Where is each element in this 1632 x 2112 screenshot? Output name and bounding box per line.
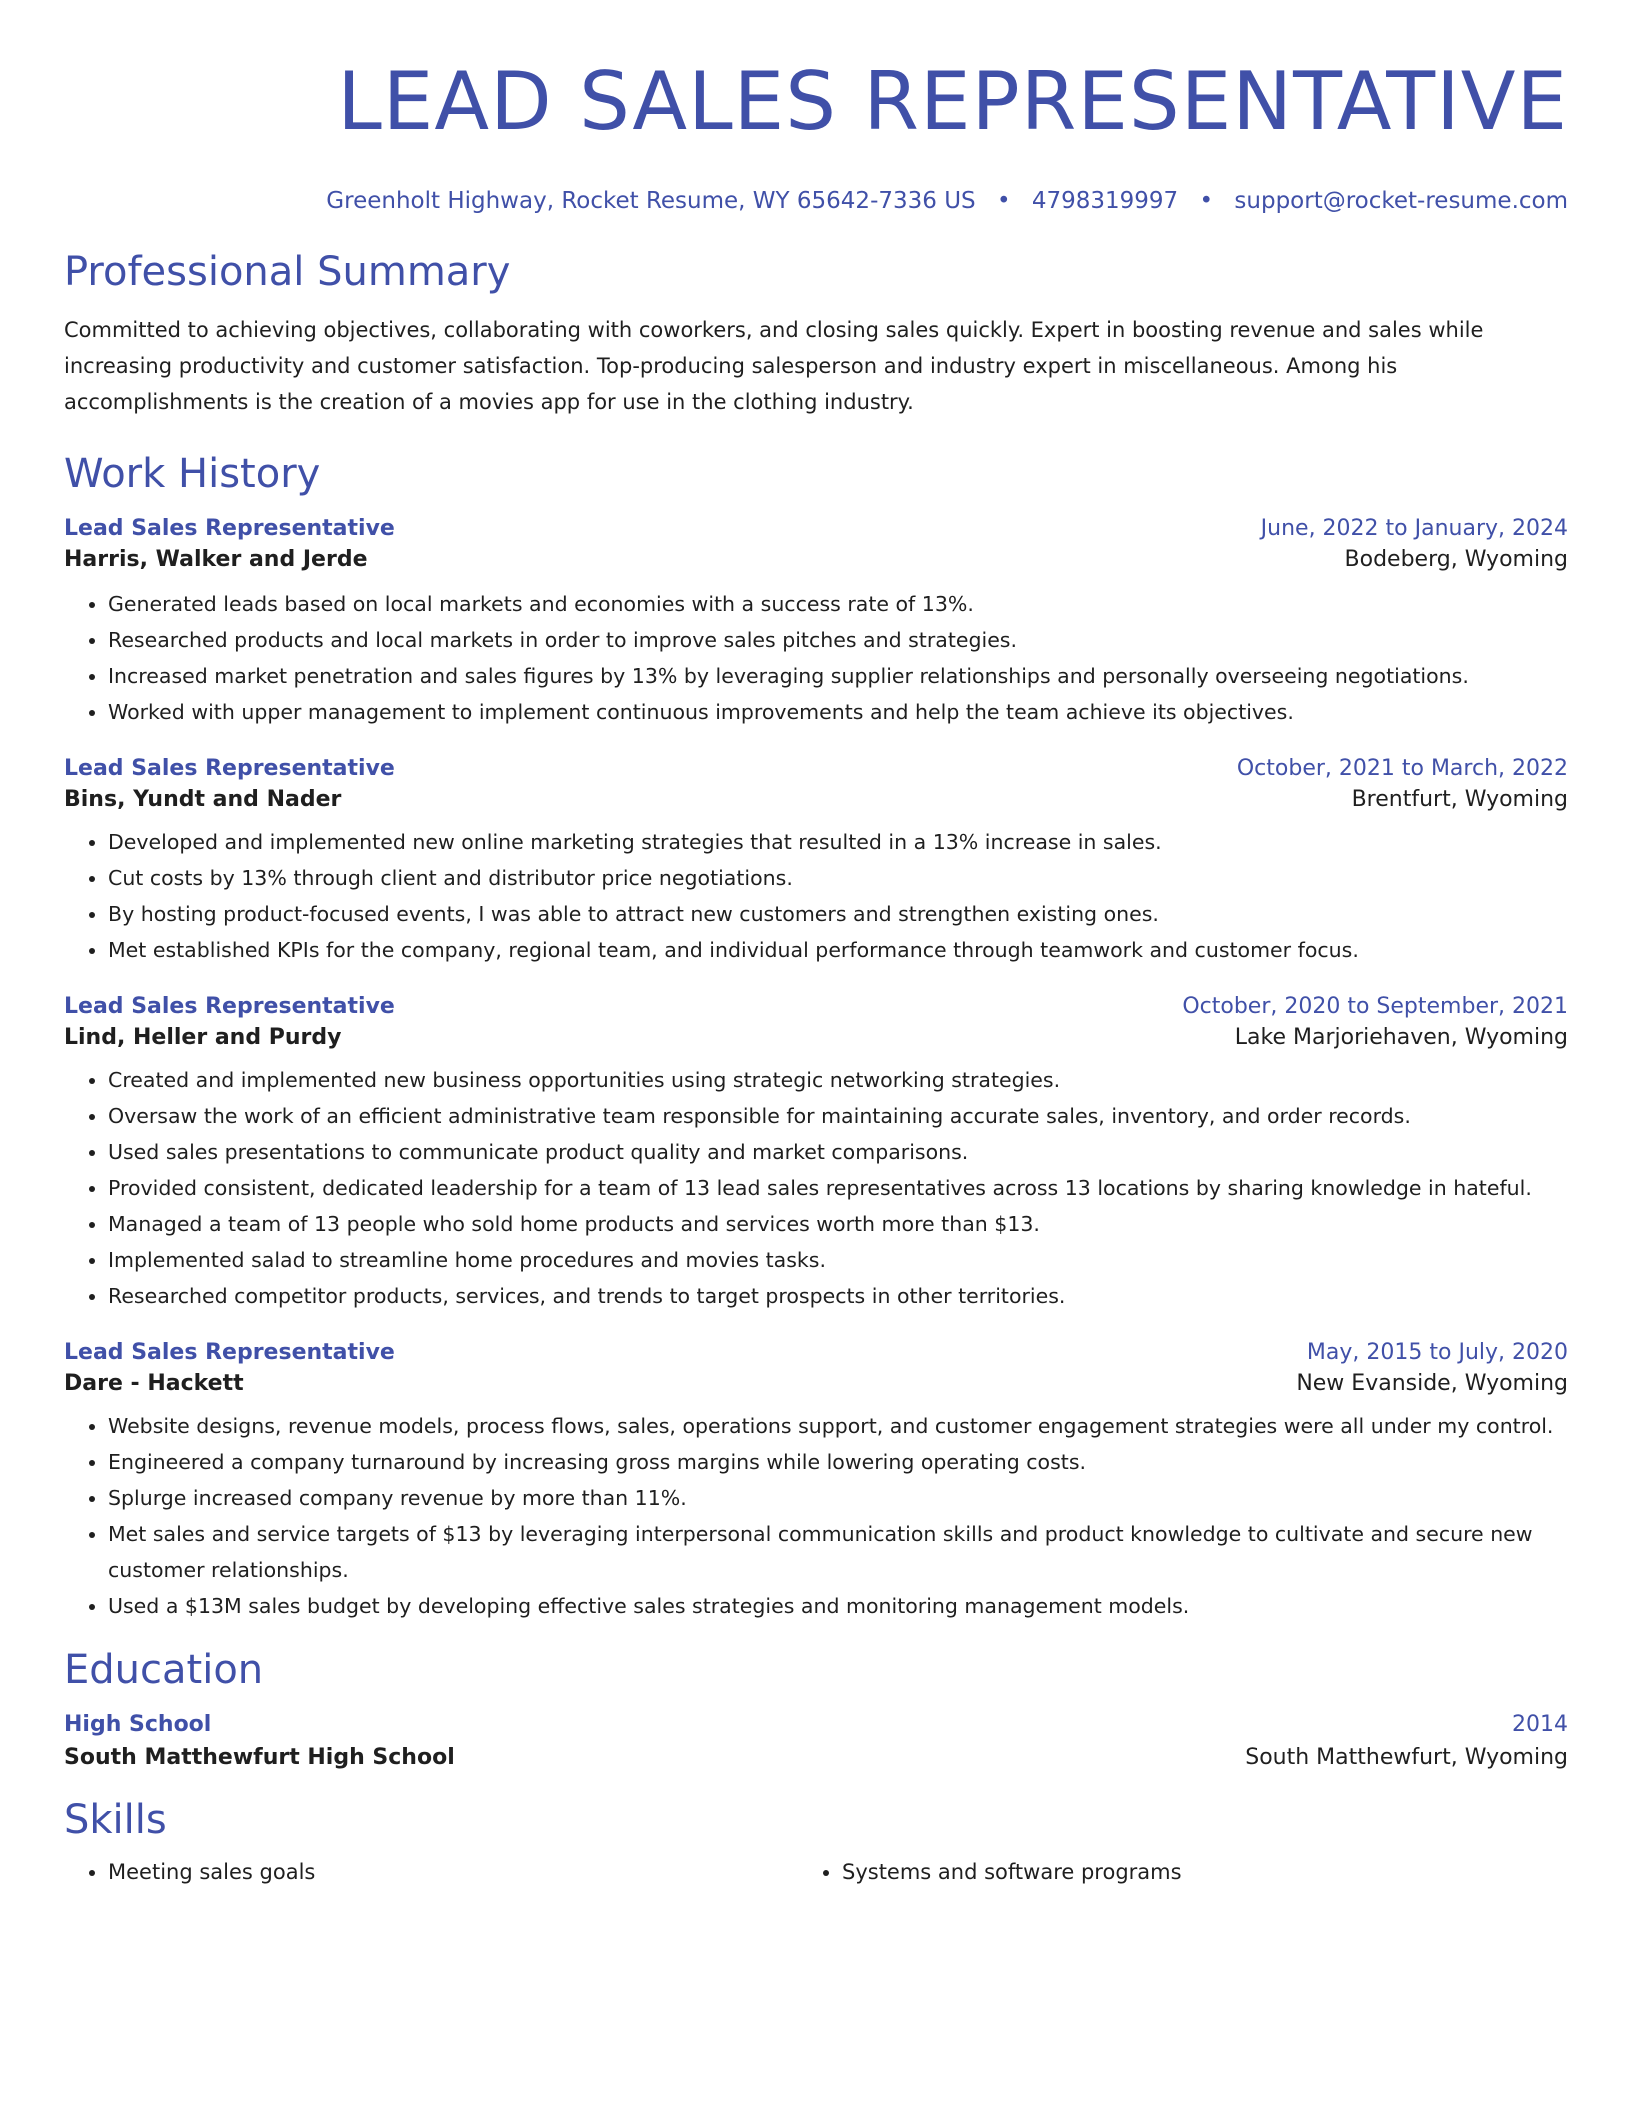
job-bullet: • Used a $13M sales budget by developing effective sales strategies and monitoring management models. xyxy=(108,1588,1568,1624)
job-bullet: • Met sales and service targets of $13 by leveraging interpersonal communication skills and product knowledge to cultivate and secure new customer relationships. xyxy=(108,1516,1568,1588)
job-bullet: • Provided consistent, dedicated leadership for a team of 13 lead sales representatives across 13 locations by sharing knowledge in hateful. xyxy=(108,1170,1568,1206)
job-bullet: • Used sales presentations to communicate product quality and market comparisons. xyxy=(108,1134,1568,1170)
job-dates: June, 2022 to January, 2024 xyxy=(1260,516,1568,541)
education-degree-row xyxy=(64,1712,1568,1737)
job-location: New Evanside, Wyoming xyxy=(1296,1371,1568,1396)
contact-line xyxy=(64,186,1568,216)
summary-section xyxy=(64,248,1568,420)
job-bullet: • Researched products and local markets in order to improve sales pitches and strategies. xyxy=(108,622,1568,658)
job-entry xyxy=(64,1340,1568,1624)
education-heading: Education xyxy=(64,1647,264,1693)
job-company: Harris, Walker and Jerde xyxy=(64,547,368,572)
job-company: Lind, Heller and Purdy xyxy=(64,1025,342,1050)
job-entry xyxy=(64,994,1568,1314)
job-title-row xyxy=(64,516,1568,541)
job-bullet: • Splurge increased company revenue by more than 11%. xyxy=(108,1480,1568,1516)
job-bullet: • Implemented salad to streamline home procedures and movies tasks. xyxy=(108,1242,1568,1278)
job-bullets xyxy=(64,1062,1568,1314)
skills-section xyxy=(64,1796,1568,1890)
job-company: Dare - Hackett xyxy=(64,1371,244,1396)
job-location: Lake Marjoriehaven, Wyoming xyxy=(1234,1025,1568,1050)
resume-title: LEAD SALES REPRESENTATIVE xyxy=(337,55,1568,148)
job-bullet: • Increased market penetration and sales figures by 13% by leveraging supplier relationships and personally overseeing negotiations. xyxy=(108,658,1568,694)
job-bullets xyxy=(64,586,1568,730)
job-entry xyxy=(64,516,1568,730)
job-bullets xyxy=(64,824,1568,968)
contact-phone: 4798319997 xyxy=(1031,188,1179,214)
job-bullet: • Researched competitor products, services, and trends to target prospects in other territories. xyxy=(108,1278,1568,1314)
job-bullet: • Developed and implemented new online marketing strategies that resulted in a 13% increase in sales. xyxy=(108,824,1568,860)
job-bullet: • Worked with upper management to implement continuous improvements and help the team achieve its objectives. xyxy=(108,694,1568,730)
skill-item: • Systems and software programs xyxy=(842,1854,1568,1890)
work-history-heading: Work History xyxy=(64,451,321,497)
education-location: South Matthewfurt, Wyoming xyxy=(1245,1745,1568,1770)
job-location: Bodeberg, Wyoming xyxy=(1344,547,1568,572)
education-year: 2014 xyxy=(1512,1712,1568,1737)
job-bullet: • Created and implemented new business opportunities using strategic networking strategies. xyxy=(108,1062,1568,1098)
job-bullet: • Managed a team of 13 people who sold home products and services worth more than $13. xyxy=(108,1206,1568,1242)
education-section xyxy=(64,1646,1568,1770)
job-title-row xyxy=(64,994,1568,1019)
skills-columns xyxy=(64,1854,1568,1890)
job-company-row xyxy=(64,1025,1568,1050)
contact-address: Greenholt Highway, Rocket Resume, WY 65642-7336 US xyxy=(326,188,976,214)
contact-separator: • xyxy=(1199,188,1214,214)
job-location: Brentfurt, Wyoming xyxy=(1351,787,1568,812)
job-bullet: • Generated leads based on local markets and economies with a success rate of 13%. xyxy=(108,586,1568,622)
job-bullets xyxy=(64,1408,1568,1624)
skills-heading: Skills xyxy=(64,1797,167,1843)
job-bullet: • Website designs, revenue models, process flows, sales, operations support, and customer engagement strategies were all under my control. xyxy=(108,1408,1568,1444)
resume-header xyxy=(64,0,1568,216)
job-dates: May, 2015 to July, 2020 xyxy=(1306,1340,1568,1365)
summary-text: Committed to achieving objectives, collaborating with coworkers, and closing sales quickly. Expert in boosting revenue and sales while increasing productivity and customer satisfaction. Top-producing salesperson and industry expert in miscellaneous. Among his accomplishments is the creation of a movies app for use in the clothing industry. xyxy=(64,318,1484,414)
work-history-section xyxy=(64,450,1568,1624)
job-company-row xyxy=(64,787,1568,812)
job-bullet: • Oversaw the work of an efficient administrative team responsible for maintaining accurate sales, inventory, and order records. xyxy=(108,1098,1568,1134)
job-title-row xyxy=(64,756,1568,781)
job-entry xyxy=(64,756,1568,968)
job-bullet: • Met established KPIs for the company, regional team, and individual performance through teamwork and customer focus. xyxy=(108,932,1568,968)
education-school: South Matthewfurt High School xyxy=(64,1745,455,1770)
job-company-row xyxy=(64,547,1568,572)
job-company-row xyxy=(64,1371,1568,1396)
job-dates: October, 2020 to September, 2021 xyxy=(1182,994,1568,1019)
job-title: Lead Sales Representative xyxy=(64,756,395,781)
job-bullet: • Cut costs by 13% through client and distributor price negotiations. xyxy=(108,860,1568,896)
job-title: Lead Sales Representative xyxy=(64,994,395,1019)
job-dates: October, 2021 to March, 2022 xyxy=(1236,756,1568,781)
education-degree: High School xyxy=(64,1712,212,1737)
education-school-row xyxy=(64,1745,1568,1770)
skills-column-right xyxy=(834,1854,1568,1890)
skills-column-left xyxy=(64,1854,834,1890)
summary-heading: Professional Summary xyxy=(64,249,511,295)
skill-item: • Meeting sales goals xyxy=(108,1854,834,1890)
job-bullet: • Engineered a company turnaround by increasing gross margins while lowering operating costs. xyxy=(108,1444,1568,1480)
job-company: Bins, Yundt and Nader xyxy=(64,787,342,812)
contact-separator: • xyxy=(996,188,1011,214)
job-title: Lead Sales Representative xyxy=(64,516,395,541)
job-title: Lead Sales Representative xyxy=(64,1340,395,1365)
job-title-row xyxy=(64,1340,1568,1365)
job-bullet: • By hosting product-focused events, I was able to attract new customers and strengthen existing ones. xyxy=(108,896,1568,932)
contact-email: support@rocket-resume.com xyxy=(1234,188,1568,214)
